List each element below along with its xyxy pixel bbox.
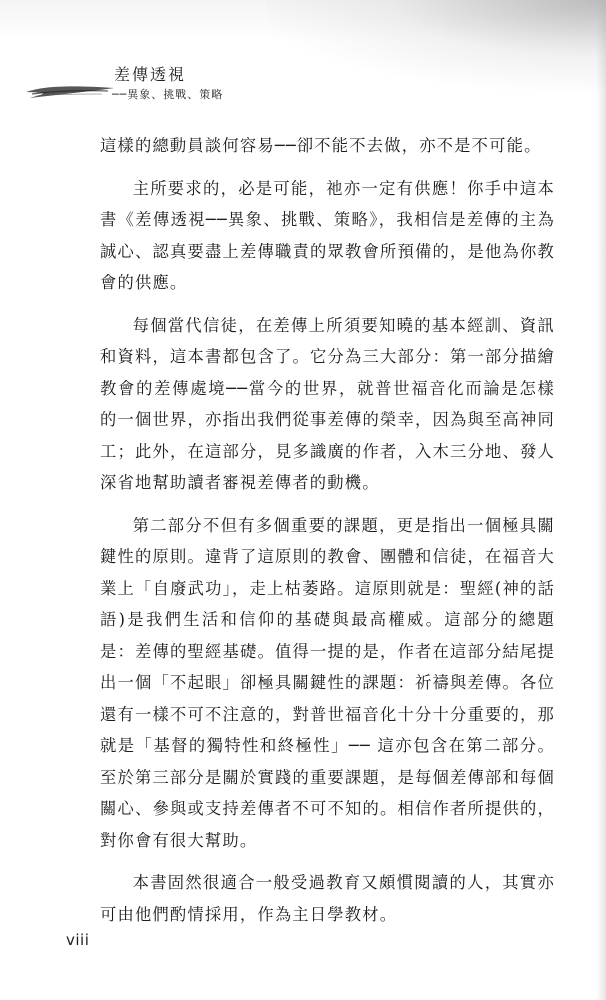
paragraph: 本書固然很適合一般受過教育又頗慣閱讀的人，其實亦可由他們酌情採用，作為主日學教材。 — [100, 873, 555, 924]
paragraph: 這樣的總動員談何容易──卻不能不去做，亦不是不可能。 — [100, 136, 542, 155]
brush-stroke-decoration — [24, 82, 116, 102]
paragraph: 第二部分不但有多個重要的課題，更是指出一個極具關鍵性的原則。違背了這原則的教會、團體和信徒，在福音大業上「自廢武功」，走上枯萎路。這原則就是：聖經(神的話語)是我們生活和信仰的基礎與最高權威。這部分的總題是：差傳的聖經基礎。值得一提的是，作者在這部分結尾提出一個「不起眼」卻極具關鍵性的課題：祈禱與差傳。各位還有一樣不可不注意的，對普世福音化十分十分重要的，那就是「基督的獨特性和終極性」── 這亦包含在第二部分。至於第三部分是關於實踐的重要課題，是每個差傳部和每個關心、參與或支持差傳者不可不知的。相信作者所提供的，對你會有很大幫助。 — [100, 515, 555, 850]
running-header-subtitle: ──異象、挑戰、策略 — [112, 88, 224, 101]
body-text — [100, 130, 555, 941]
running-header — [24, 60, 284, 110]
paragraph: 主所要求的，必是可能，祂亦一定有供應！你手中這本書《差傳透視──異象、挑戰、策略》，我相信是差傳的主為誠心、認真要盡上差傳職責的眾教會所預備的，是他為你教會的供應。 — [100, 178, 555, 292]
page-number: viii — [66, 931, 90, 949]
paragraph: 每個當代信徒，在差傳上所須要知曉的基本經訓、資訊和資料，這本書都包含了。它分為三大部分：第一部分描繪教會的差傳處境──當今的世界，就普世福音化而論是怎樣的一個世界，亦指出我們從事差傳的榮幸，因為與至高神同工；此外，在這部分，見多識廣的作者，入木三分地、發人深省地幫助讀者審視差傳者的動機。 — [100, 315, 555, 492]
running-header-title: 差傳透視 — [114, 65, 187, 84]
